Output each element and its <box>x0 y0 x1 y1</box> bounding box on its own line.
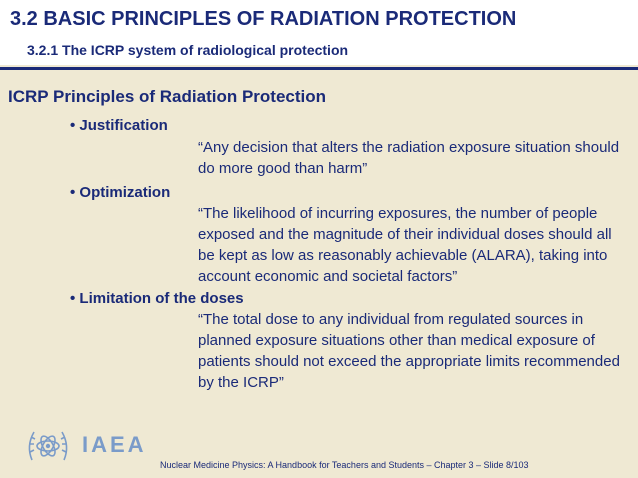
section-heading: ICRP Principles of Radiation Protection <box>8 87 327 106</box>
header-divider <box>0 67 638 70</box>
bullet-justification: • Justification <box>70 117 168 134</box>
quote-optimization: “The likelihood of incurring exposures, the number of people exposed and the magnitude of their individual doses should all be kept as low as reasonably achievable (ALARA), taking into account economic and societal factors” <box>198 205 612 285</box>
bullet-limitation: • Limitation of the doses <box>70 290 244 307</box>
quote-justification: “Any decision that alters the radiation exposure situation should do more good than harm” <box>198 139 620 177</box>
iaea-logo-text: IAEA <box>82 432 147 457</box>
bullet-optimization: • Optimization <box>70 184 171 201</box>
quote-limitation: “The total dose to any individual from regulated sources in planned exposure situations other than medical exposure of patients should not exceed the appropriate limits recommended by the ICRP” <box>198 311 620 391</box>
slide-title: 3.2 BASIC PRINCIPLES OF RADIATION PROTECTION <box>10 8 517 30</box>
slide-footer: Nuclear Medicine Physics: A Handbook for Teachers and Students – Chapter 3 – Slide 8/103 <box>160 460 529 470</box>
slide-subtitle: 3.2.1 The ICRP system of radiological protection <box>27 42 349 58</box>
iaea-emblem-icon <box>24 424 72 468</box>
slide-header <box>0 0 638 65</box>
